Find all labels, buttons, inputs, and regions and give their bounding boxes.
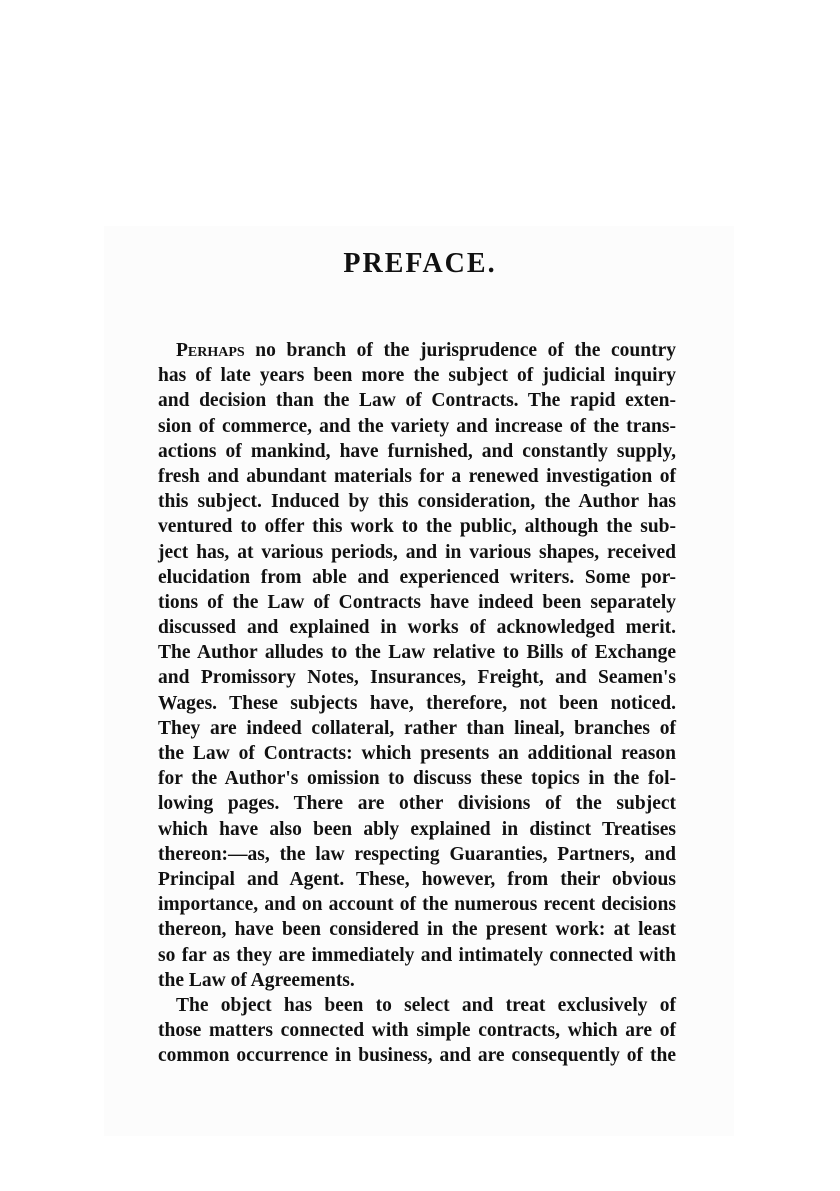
text-line: actions of mankind, have furnished, and constantly supply, (158, 440, 676, 462)
text-line: The Author alludes to the Law relative to Bills of Exchange (158, 642, 676, 664)
text-line: ject has, at various periods, and in various shapes, received (158, 541, 676, 563)
text-line: the Law of Agreements. (158, 969, 355, 991)
text-line: ventured to offer this work to the public, although the sub- (158, 516, 676, 538)
text-line: and Promissory Notes, Insurances, Freight, and Seamen's (158, 667, 676, 689)
text-line: the Law of Contracts: which presents an additional reason (158, 743, 676, 764)
text-line: importance, and on account of the numerous recent decisions (158, 894, 676, 916)
lead-word: Perhaps (176, 340, 245, 361)
text-line: tions of the Law of Contracts have indeed been separately (158, 591, 676, 613)
text-line: sion of commerce, and the variety and increase of the trans- (158, 415, 676, 437)
text-line: this subject. Induced by this consideration, the Author has (158, 491, 676, 513)
text-line: lowing pages. There are other divisions of the subject (158, 793, 676, 815)
text-line: which have also been ably explained in distinct Treatises (158, 818, 676, 840)
text-line: for the Author's omission to discuss these topics in the fol- (158, 768, 676, 790)
text-line: so far as they are immediately and intimately connected with (158, 944, 676, 966)
text-line: The object has been to select and treat exclusively of (176, 994, 676, 1016)
preface-body (158, 338, 676, 1068)
text-line: discussed and explained in works of acknowledged merit. (158, 617, 676, 639)
text-line-content: no branch of the jurisprudence of the country (244, 340, 676, 361)
text-line: thereon, have been considered in the present work: at least (158, 919, 676, 941)
text-line: fresh and abundant materials for a renewed investigation of (158, 465, 676, 487)
text-line: thereon:—as, the law respecting Guaranties, Partners, and (158, 843, 676, 865)
text-line: Wages. These subjects have, therefore, not been noticed. (158, 692, 676, 714)
text-line: and decision than the Law of Contracts. The rapid exten- (158, 390, 676, 412)
text-line: has of late years been more the subject of judicial inquiry (158, 365, 676, 387)
text-line: elucidation from able and experienced writers. Some por- (158, 566, 676, 588)
text-line: Principal and Agent. These, however, from their obvious (158, 868, 676, 890)
text-line (158, 338, 676, 363)
text-line: those matters connected with simple contracts, which are of (158, 1020, 676, 1042)
page-title: PREFACE. (343, 248, 497, 279)
text-line: They are indeed collateral, rather than lineal, branches of (158, 717, 676, 739)
text-line: common occurrence in business, and are consequently of the (158, 1045, 676, 1067)
